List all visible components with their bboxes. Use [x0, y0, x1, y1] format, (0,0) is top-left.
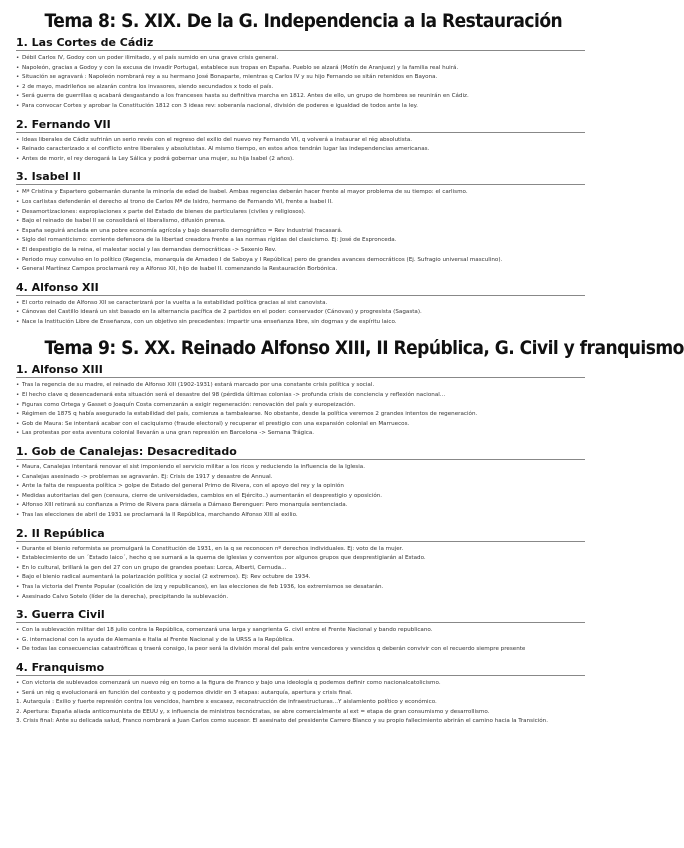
- bullet-list: [16, 626, 585, 655]
- section-heading: 4. Franquismo: [16, 661, 585, 676]
- list-item: • Para convocar Cortes y aprobar la Constitución 1812 con 3 ideas rev: soberanía nacional, división de poderes e igualdad de todos ante la ley.: [16, 102, 585, 112]
- section-cortes-cadiz: [16, 36, 585, 112]
- list-item: • Mª Cristina y Espartero gobernarán durante la minoría de edad de Isabel. Ambas regencias deberán hacer frente al mayor problema de su tiempo: el carlismo.: [16, 188, 585, 198]
- list-item: • Bajo el bienio radical aumentará la polarización política y social (2 extremos). Ej: Rev octubre de 1934.: [16, 573, 585, 583]
- list-item: • Débil Carlos IV, Godoy con un poder ilimitado, y el país sumido en una grave crisis general.: [16, 54, 585, 64]
- list-item: • Figuras como Ortega y Gasset o Joaquín Costa comenzarán a exigir regeneración: renovación del país y europeización.: [16, 401, 585, 411]
- list-item: • Nace la Institución Libre de Enseñanza, con un objetivo sin precedentes: impartir una enseñanza libre, sin dogmas y de espíritu laico.: [16, 318, 585, 328]
- list-item: • Tras las elecciones de abril de 1931 se proclamará la II República, marchando Alfonso XIII al exilio.: [16, 511, 585, 521]
- section-gob-canalejas: [16, 445, 585, 521]
- list-item: • Asesinado Calvo Sotelo (líder de la derecha), precipitando la sublevación.: [16, 593, 585, 603]
- list-item: • España seguirá anclada en una pobre economía agrícola y bajo desarrollo demográfico = Rev Industrial fracasará.: [16, 227, 585, 237]
- section-ii-republica: [16, 527, 585, 603]
- list-item: • De todas las consecuencias catastróficas q traerá consigo, la peor será la división moral del país entre vencedores y vencidos q deberán convivir con el recuerdo siempre presente: [16, 645, 585, 655]
- list-item: • Cánovas del Castillo ideará un sist basado en la alternancia pacífica de 2 partidos en el poder: conservador (Cánovas) y progresista (Sagasta).: [16, 308, 585, 318]
- bullet-list: [16, 463, 585, 521]
- list-item: • Medidas autoritarias del gen (censura, cierre de universidades, cambios en el Ejército..) aumentarán el desprestigio y oposición.: [16, 492, 585, 502]
- list-item: • Desamortizaciones: expropiaciones x parte del Estado de bienes de particulares (civiles y religiosos).: [16, 208, 585, 218]
- numbered-list: [16, 698, 585, 727]
- list-item: • Periodo muy convulso en lo político (Regencia, monarquía de Amadeo I de Saboya y I República) pero de grandes avances democráticos (Ej. Sufragio universal masculino).: [16, 256, 585, 266]
- list-item: • Maura, Canalejas intentará renovar el sist imponiendo el servicio militar a los ricos y reduciendo la influencia de la Iglesia.: [16, 463, 585, 473]
- list-item: • Tras la victoria del Frente Popular (coalición de izq y republicanos), en las elecciones de feb 1936, los extremismos se desatarán.: [16, 583, 585, 593]
- section-heading: 1. Las Cortes de Cádiz: [16, 36, 585, 51]
- topic-8-title: Tema 8: S. XIX. De la G. Independencia a la Restauración: [44, 10, 563, 32]
- list-item: • Canalejas asesinado -> problemas se agravarán. Ej: Crisis de 1917 y desastre de Annual.: [16, 473, 585, 483]
- section-alfonso-xiii: [16, 363, 585, 439]
- list-item: • Las protestas por esta aventura colonial llevarán a una gran represión en Barcelona -> Semana Trágica.: [16, 429, 585, 439]
- list-item: • El despestigio de la reina, el malestar social y las demandas democráticas -> Sexenio Rev.: [16, 246, 585, 256]
- list-item: • Situación se agravará : Napoleón nombrará rey a su hermano José Bonaparte, mientras q Carlos IV y su hijo Fernando se sitán retenidos en Bayona.: [16, 73, 585, 83]
- list-item: • Con la sublevación militar del 18 julio contra la República, comenzará una larga y sangrienta G. civil entre el Frente Nacional y bando republicano.: [16, 626, 585, 636]
- section-heading: 3. Isabel II: [16, 170, 585, 185]
- list-item: • Régimen de 1875 q había asegurado la estabilidad del país, comienza a tambalearse. No obstante, desde la política veremos 2 grandes intentos de regeneración.: [16, 410, 585, 420]
- bullet-list: [16, 381, 585, 439]
- list-item: • Gob de Maura: Se intentará acabar con el caciquismo (fraude electoral) y recuperar el prestigio con una expansión colonial en Marruecos.: [16, 420, 585, 430]
- section-franquismo: [16, 661, 585, 727]
- list-item: • Durante el bienio reformista se promulgará la Constitución de 1931, en la q se reconocen nº derechos individuales. Ej: voto de la mujer.: [16, 545, 585, 555]
- list-item: • Los carlistas defenderán el derecho al trono de Carlos Mª de Isidro, hermano de Fernando VII, frente a Isabel II.: [16, 198, 585, 208]
- bullet-list: [16, 545, 585, 603]
- section-heading: 4. Alfonso XII: [16, 281, 585, 296]
- list-item: • Reinado caracterizado x el conflicto entre liberales y absolutistas. Al mismo tiempo, en estos años tendrán lugar las independencias americanas.: [16, 145, 585, 155]
- list-item: • En lo cultural, brillará la gen del 27 con un grupo de grandes poetas: Lorca, Alberti, Cernuda...: [16, 564, 585, 574]
- bullet-list: [16, 54, 585, 112]
- list-item: • Establecimiento de un ´Estado laico´, hecho q se sumará a la quema de iglesias y conventos por algunos grupos que desprestigiarán al Estado.: [16, 554, 585, 564]
- list-item: • General Martínez Campos proclamará rey a Alfonso XII, hijo de Isabel II. comenzando la Restauración Borbónica.: [16, 265, 585, 275]
- list-item: • Antes de morir, el rey derogará la Ley Sálica y podrá gobernar una mujer, su hija Isabel (2 años).: [16, 155, 585, 165]
- bullet-list: [16, 136, 585, 165]
- list-item: • G. internacional con la ayuda de Alemania e Italia al Frente Nacional y de la URSS a la República.: [16, 636, 585, 646]
- section-alfonso-xii: [16, 281, 585, 328]
- bullet-list: [16, 188, 585, 274]
- section-fernando-vii: [16, 118, 585, 165]
- section-heading: 1. Gob de Canalejas: Desacreditado: [16, 445, 585, 460]
- numbered-item: 2. Apertura: España aliada anticomunista de EEUU y, x influencia de ministros tecnócratas, se abre comercialmente al ext = etapa de gran consumismo y desarrollismo.: [16, 708, 490, 715]
- numbered-item: 3. Crisis final: Ante su delicada salud, Franco nombrará a Juan Carlos como sucesor. El asesinato del presidente Carrero Blanco y su propio fallecimiento abrirán el camino hacia la Transición.: [16, 718, 548, 725]
- list-item: • Será un rég q evolucionará en función del contexto y q podemos dividir en 3 etapas: autarquía, apertura y crisis final.: [16, 689, 585, 699]
- list-item: • El hecho clave q desencadenará esta situación será el desastre del 98 (pérdida últimas colonias -> profunda crisis de conciencia y reflexión nacional...: [16, 391, 585, 401]
- section-isabel-ii: [16, 170, 585, 274]
- section-guerra-civil: [16, 608, 585, 655]
- section-heading: 1. Alfonso XIII: [16, 363, 585, 378]
- numbered-item: 1. Autarquía : Exilio y fuerte represión contra los vencidos, hambre x escasez, reconstrucción de infraestructuras...Y aislamiento político y económico.: [16, 699, 437, 706]
- list-item: • Ideas liberales de Cádiz sufrirán un serio revés con el regreso del exilio del nuevo rey Fernando VII, q volverá a instaurar el rég absolutista.: [16, 136, 585, 146]
- list-item: • Bajo el reinado de Isabel II se consolidará el liberalismo, difusión prensa.: [16, 217, 585, 227]
- list-item: • Napoleón, gracias a Godoy y con la excusa de invadir Portugal, establece sus tropas en España. Pueblo se alzará (Motín de Aranjuez) y la familia real huirá.: [16, 64, 585, 74]
- list-item: • Con victoria de sublevados comenzará un nuevo rég en torno a la figura de Franco y bajo una ideología q podemos definir como nacionalcatolicismo.: [16, 679, 585, 689]
- list-item: • Tras la regencia de su madre, el reinado de Alfonso XIII (1902-1931) estará marcado por una constante crisis política y social.: [16, 381, 585, 391]
- section-heading: 2. II República: [16, 527, 585, 542]
- topic-9-title: Tema 9: S. XX. Reinado Alfonso XIII, II República, G. Civil y franquismo: [44, 337, 684, 360]
- list-item: • Alfonso XIII retirará su confianza a Primo de Rivera para dársela a Dámaso Berenguer: Pero monarquía sentenciada.: [16, 501, 585, 511]
- bullet-list: [16, 679, 585, 698]
- list-item: • Será guerra de guerrillas q acabará desgastando a los franceses hasta su definitiva marcha en 1812. Antes de ello, un grupo de hombres se reunirán en Cádiz.: [16, 92, 585, 102]
- section-heading: 3. Guerra Civil: [16, 608, 585, 623]
- list-item: • Siglo del romanticismo: corriente defensora de la libertad creadora frente a las normas rígidas del clasicismo. Ej: José de Espronceda.: [16, 236, 585, 246]
- section-heading: 2. Fernando VII: [16, 118, 585, 133]
- bullet-list: [16, 299, 585, 328]
- list-item: • El corto reinado de Alfonso XII se caracterizará por la vuelta a la estabilidad política gracias al sist canovista.: [16, 299, 585, 309]
- list-item: • Ante la falta de respuesta política > golpe de Estado del general Primo de Rivera, con el apoyo del rey y la opinión: [16, 482, 585, 492]
- list-item: • 2 de mayo, madrileños se alzarán contra los invasores, siendo secundados x todo el país.: [16, 83, 585, 93]
